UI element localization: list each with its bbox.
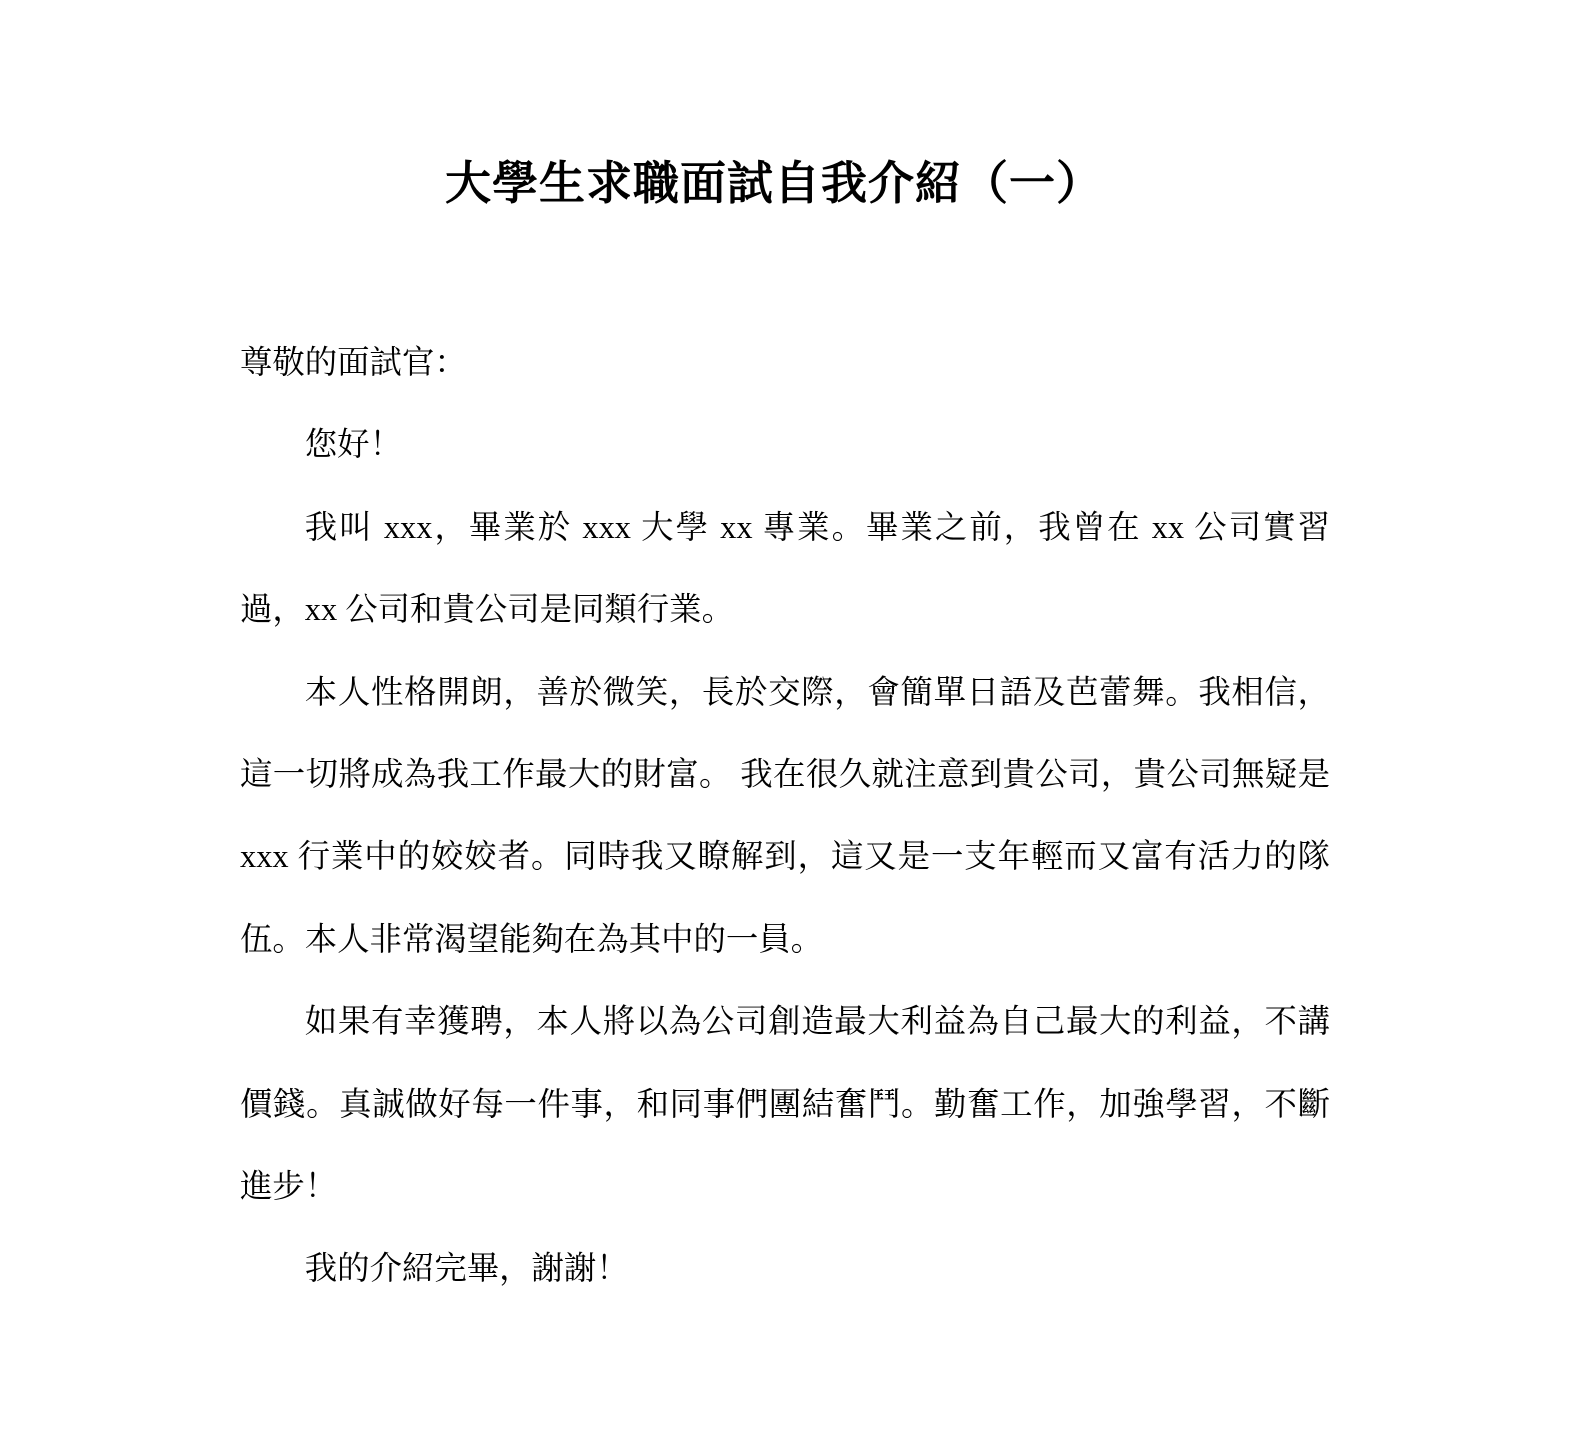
- closing-paragraph: 我的介紹完畢，謝謝！: [304, 1251, 629, 1288]
- salutation: 尊敬的面試官：: [240, 345, 467, 381]
- greeting-paragraph: 您好！: [304, 427, 402, 464]
- document-title: 大學生求職面試自我介紹（一）: [445, 158, 1103, 209]
- document-body: [240, 322, 1330, 1311]
- commitment-paragraph: 如果有幸獲聘，本人將以為公司創造最大利益為自己最大的利益，不講價錢。真誠做好每一件事，和同事們團結奮鬥。勤奮工作，加強學習，不斷進步！: [240, 1004, 1330, 1206]
- personality-paragraph: 本人性格開朗，善於微笑，長於交際，會簡單日語及芭蕾舞。我相信，這一切將成為我工作最大的財富。 我在很久就注意到貴公司，貴公司無疑是 xxx 行業中的姣姣者。同時我又瞭解到，這又是一支年輕而又富有活力的隊伍。本人非常渴望能夠在為其中的一員。: [240, 674, 1330, 958]
- education-paragraph: 我叫 xxx，畢業於 xxx 大學 xx 專業。畢業之前，我曾在 xx 公司實習過，xx 公司和貴公司是同類行業。: [240, 509, 1330, 629]
